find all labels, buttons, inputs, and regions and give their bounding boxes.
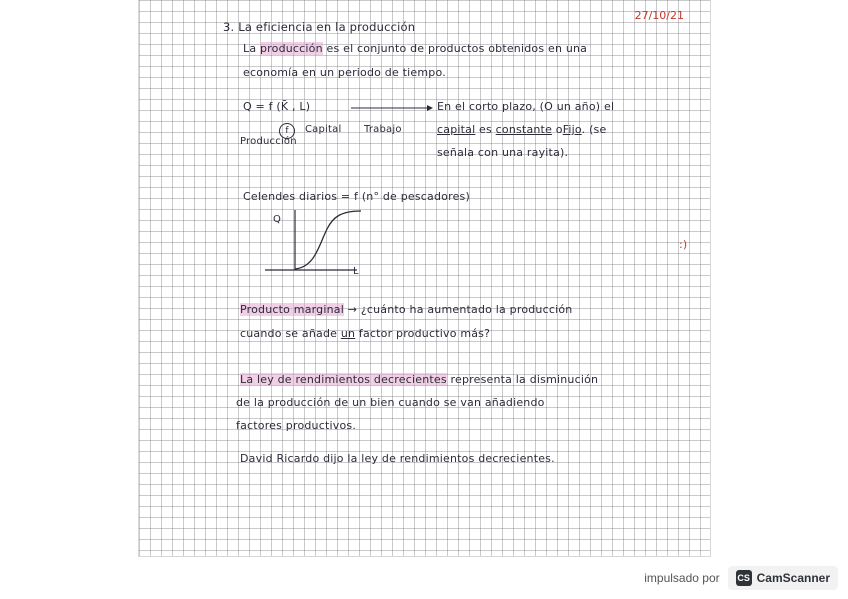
marginal-cuando: cuando se añade <box>240 327 338 340</box>
note-date: 27/10/21 <box>634 9 684 22</box>
example-line: Celendes diarios = f (n° de pescadores) <box>243 190 470 203</box>
capital-label: Capital <box>305 124 342 135</box>
powered-by-text: impulsado por <box>644 571 720 585</box>
formula-arrow <box>351 103 433 113</box>
fijo-underlined: Fijo <box>562 123 582 136</box>
short-term-es: es <box>479 123 492 136</box>
function-symbol-circled: f <box>279 123 295 139</box>
produccion-label: Producción <box>240 136 297 147</box>
camscanner-badge[interactable] <box>728 566 838 590</box>
graph-axis-q: Q <box>273 214 282 225</box>
camscanner-brand: CamScanner <box>756 571 830 585</box>
definition-rest: es el conjunto de productos obtenidos en una <box>326 42 588 55</box>
produccion-highlight: producción <box>259 42 323 55</box>
graph-axis-l: L <box>353 266 359 277</box>
short-term-se: . (se <box>581 123 607 136</box>
scanned-notebook-page <box>139 0 710 556</box>
short-term-line-3: señala con una rayita). <box>437 146 569 159</box>
diminishing-returns-line-2: de la producción de un bien cuando se van añadiendo <box>236 396 545 409</box>
ricardo-line: David Ricardo dijo la ley de rendimientos decrecientes. <box>240 452 555 465</box>
marginal-factor: factor productivo más? <box>358 327 491 340</box>
diminishing-returns-representa: representa la disminución <box>450 373 599 386</box>
capital-underlined: capital <box>437 123 476 136</box>
short-term-o: o <box>555 123 563 136</box>
definition-line-2: economía en un periodo de tiempo. <box>243 66 446 79</box>
definition-word-la: La <box>243 42 257 55</box>
short-term-line-1: En el corto plazo, (O un año) el <box>437 100 615 113</box>
production-formula: Q = f (K̄ , L) <box>243 100 311 113</box>
diminishing-returns-highlight: La ley de rendimientos decrecientes <box>240 373 447 386</box>
short-term-line-2 <box>437 123 606 136</box>
marginal-product-line-1 <box>240 303 572 316</box>
smiley-margin-mark: :) <box>679 238 688 251</box>
marginal-un-underlined: un <box>340 327 356 340</box>
definition-line-1 <box>243 42 587 55</box>
marginal-question: → ¿cuánto ha aumentado la producción <box>347 303 573 316</box>
trabajo-label: Trabajo <box>364 124 402 135</box>
diminishing-returns-line-1 <box>240 373 598 386</box>
section-heading: 3. La eficiencia en la producción <box>223 20 416 34</box>
marginal-product-highlight: Producto marginal <box>240 303 344 316</box>
marginal-product-line-2 <box>240 327 490 340</box>
camscanner-logo-icon: CS <box>736 570 752 586</box>
camscanner-footer <box>644 565 838 591</box>
constante-underlined: constante <box>495 123 553 136</box>
diminishing-returns-line-3: factores productivos. <box>236 419 357 432</box>
